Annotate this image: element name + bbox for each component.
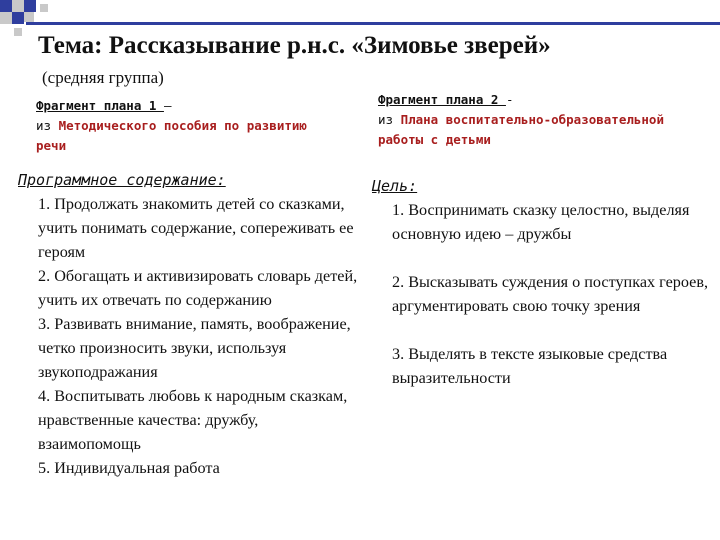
program-item-2: 2. Обогащать и активизировать словарь детей, учить их отвечать по содержанию	[38, 267, 358, 309]
goal-column	[372, 174, 712, 390]
page-subtitle: (средняя группа)	[42, 68, 164, 87]
fragment-2-source: Плана воспитательно-образовательной работы с детьми	[378, 112, 664, 147]
fragment-2	[378, 90, 708, 150]
program-content-heading: Программное содержание:	[18, 171, 226, 189]
program-item-1: 1. Продолжать знакомить детей со сказками, учить понимать содержание, сопереживать ее героям	[38, 195, 354, 261]
program-item-4: 4. Воспитывать любовь к народным сказкам, нравственные качества: дружбу, взаимопомощь	[38, 387, 348, 453]
goal-item-1: 1. Воспринимать сказку целостно, выделяя основную идею – дружбы	[392, 201, 690, 243]
fragment-1	[36, 96, 336, 156]
program-item-5: 5. Индивидуальная работа	[38, 459, 220, 477]
fragment-2-prefix: из	[378, 112, 401, 127]
program-item-3: 3. Развивать внимание, память, воображение, четко произносить звуки, используя звукоподражания	[38, 315, 351, 381]
fragment-1-source: Методического пособия по развитию речи	[36, 118, 307, 153]
goal-item-3: 3. Выделять в тексте языковые средства выразительности	[392, 345, 668, 387]
fragment-2-heading: Фрагмент плана 2	[378, 92, 506, 107]
title-rule	[26, 22, 720, 25]
fragment-1-heading: Фрагмент плана 1	[36, 98, 164, 113]
goal-item-2: 2. Высказывать суждения о поступках героев, аргументировать свою точку зрения	[392, 273, 709, 315]
fragment-1-dash: –	[163, 98, 172, 113]
fragment-2-dash: -	[505, 92, 514, 107]
page-title: Тема: Рассказывание р.н.с. «Зимовье зверей»	[38, 32, 551, 59]
fragment-1-prefix: из	[36, 118, 59, 133]
goal-heading: Цель:	[372, 177, 418, 195]
program-content-column	[18, 168, 363, 480]
